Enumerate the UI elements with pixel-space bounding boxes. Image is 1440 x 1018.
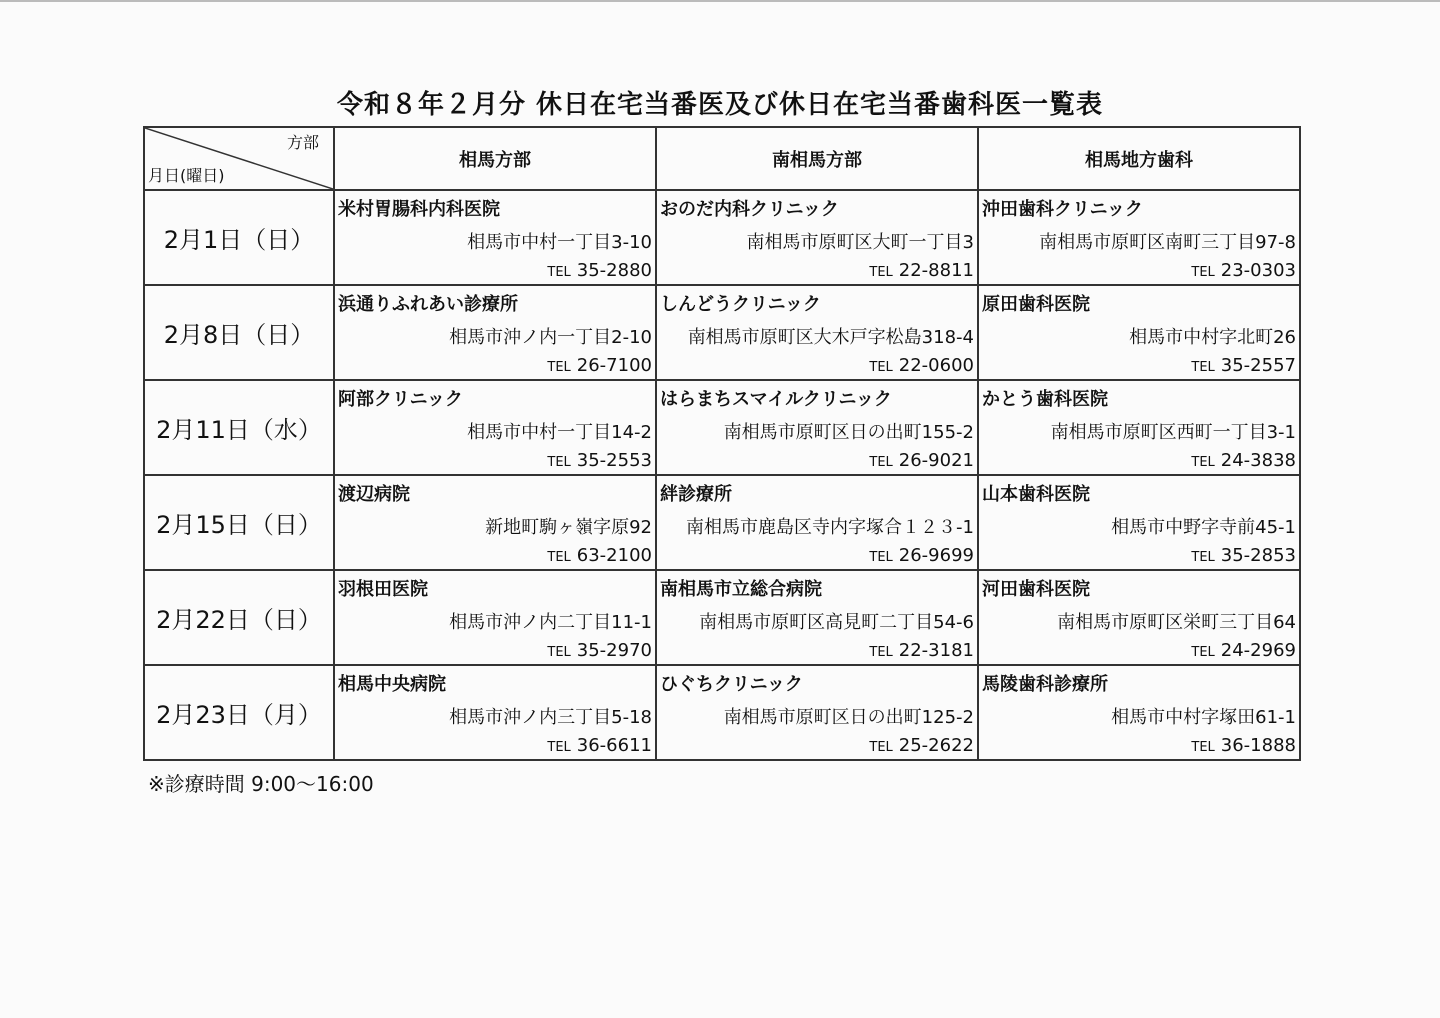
date-cell: 2月1日（日） bbox=[144, 190, 334, 285]
phone-number: 35-2557 bbox=[1220, 355, 1296, 376]
clinic-phone bbox=[1191, 545, 1296, 566]
phone-number: 23-0303 bbox=[1220, 260, 1296, 281]
tel-label: TEL bbox=[869, 455, 893, 470]
clinic-name: 山本歯科医院 bbox=[982, 484, 1090, 505]
tel-label: TEL bbox=[1191, 550, 1215, 565]
clinic-address: 南相馬市原町区大木戸字松島318-4 bbox=[687, 327, 974, 348]
clinic-phone bbox=[1191, 260, 1296, 281]
clinic-name: しんどうクリニック bbox=[660, 294, 821, 315]
clinic-cell bbox=[978, 285, 1300, 380]
clinic-address: 南相馬市原町区日の出町155-2 bbox=[723, 422, 974, 443]
tel-label: TEL bbox=[547, 265, 571, 280]
page-title: 令和８年２月分 休日在宅当番医及び休日在宅当番歯科医一覧表 bbox=[336, 90, 1104, 120]
tel-label: TEL bbox=[547, 455, 571, 470]
clinic-name: 沖田歯科クリニック bbox=[982, 199, 1143, 220]
clinic-name: はらまちスマイルクリニック bbox=[660, 389, 892, 410]
clinic-phone bbox=[869, 355, 974, 376]
phone-number: 35-2553 bbox=[576, 450, 652, 471]
clinic-name: 絆診療所 bbox=[660, 484, 732, 505]
date-cell: 2月22日（日） bbox=[144, 570, 334, 665]
clinic-cell bbox=[334, 570, 656, 665]
tel-label: TEL bbox=[1191, 740, 1215, 755]
clinic-phone bbox=[547, 355, 652, 376]
phone-number: 26-9699 bbox=[898, 545, 974, 566]
clinic-phone bbox=[547, 640, 652, 661]
clinic-name: おのだ内科クリニック bbox=[660, 199, 839, 220]
corner-label-area: 方部 bbox=[286, 133, 319, 152]
clinic-name: 阿部クリニック bbox=[338, 389, 463, 410]
date-cell: 2月15日（日） bbox=[144, 475, 334, 570]
clinic-address: 南相馬市原町区南町三丁目97-8 bbox=[1039, 232, 1296, 253]
clinic-phone bbox=[547, 260, 652, 281]
corner-header-cell bbox=[144, 127, 334, 190]
clinic-cell bbox=[978, 190, 1300, 285]
phone-number: 35-2970 bbox=[576, 640, 652, 661]
clinic-phone bbox=[869, 640, 974, 661]
date-cell: 2月11日（水） bbox=[144, 380, 334, 475]
clinic-address: 相馬市沖ノ内一丁目2-10 bbox=[449, 327, 652, 348]
clinic-cell bbox=[656, 570, 978, 665]
clinic-phone bbox=[869, 735, 974, 756]
phone-number: 22-3181 bbox=[898, 640, 974, 661]
clinic-cell bbox=[978, 380, 1300, 475]
tel-label: TEL bbox=[1191, 455, 1215, 470]
clinic-phone bbox=[1191, 640, 1296, 661]
table-row bbox=[144, 190, 1300, 285]
table-header-row bbox=[144, 127, 1300, 190]
clinic-name: 馬陵歯科診療所 bbox=[982, 674, 1108, 695]
clinic-address: 相馬市中野字寺前45-1 bbox=[1111, 517, 1296, 538]
table-row bbox=[144, 380, 1300, 475]
phone-number: 24-3838 bbox=[1220, 450, 1296, 471]
clinic-cell bbox=[334, 190, 656, 285]
clinic-name: ひぐちクリニック bbox=[660, 674, 803, 695]
phone-number: 24-2969 bbox=[1220, 640, 1296, 661]
clinic-address: 相馬市中村字北町26 bbox=[1129, 327, 1296, 348]
phone-number: 22-8811 bbox=[898, 260, 974, 281]
clinic-phone bbox=[869, 260, 974, 281]
clinic-address: 南相馬市鹿島区寺内字塚合１２３-1 bbox=[686, 517, 974, 538]
clinic-name: 原田歯科医院 bbox=[982, 294, 1090, 315]
phone-number: 26-9021 bbox=[898, 450, 974, 471]
table-row bbox=[144, 665, 1300, 760]
clinic-phone bbox=[1191, 355, 1296, 376]
clinic-name: 相馬中央病院 bbox=[338, 674, 446, 695]
clinic-cell bbox=[978, 570, 1300, 665]
clinic-cell bbox=[656, 665, 978, 760]
column-header-dental: 相馬地方歯科 bbox=[978, 127, 1300, 190]
clinic-phone bbox=[1191, 450, 1296, 471]
date-cell: 2月8日（日） bbox=[144, 285, 334, 380]
clinic-name: 浜通りふれあい診療所 bbox=[338, 294, 518, 315]
clinic-address: 南相馬市原町区高見町二丁目54-6 bbox=[699, 612, 974, 633]
clinic-address: 南相馬市原町区西町一丁目3-1 bbox=[1050, 422, 1296, 443]
phone-number: 36-1888 bbox=[1220, 735, 1296, 756]
phone-number: 22-0600 bbox=[898, 355, 974, 376]
clinic-name: 渡辺病院 bbox=[338, 484, 410, 505]
clinic-cell bbox=[334, 665, 656, 760]
clinic-name: 羽根田医院 bbox=[338, 579, 428, 600]
phone-number: 36-6611 bbox=[576, 735, 652, 756]
clinic-cell bbox=[656, 475, 978, 570]
tel-label: TEL bbox=[547, 360, 571, 375]
clinic-name: かとう歯科医院 bbox=[982, 389, 1108, 410]
table-row bbox=[144, 475, 1300, 570]
column-header-soma: 相馬方部 bbox=[334, 127, 656, 190]
clinic-address: 南相馬市原町区日の出町125-2 bbox=[723, 707, 974, 728]
tel-label: TEL bbox=[547, 740, 571, 755]
table-row bbox=[144, 285, 1300, 380]
tel-label: TEL bbox=[1191, 265, 1215, 280]
tel-label: TEL bbox=[869, 645, 893, 660]
tel-label: TEL bbox=[547, 550, 571, 565]
date-cell: 2月23日（月） bbox=[144, 665, 334, 760]
clinic-cell bbox=[978, 665, 1300, 760]
tel-label: TEL bbox=[869, 360, 893, 375]
clinic-address: 相馬市中村一丁目14-2 bbox=[467, 422, 652, 443]
column-header-minamisoma: 南相馬方部 bbox=[656, 127, 978, 190]
clinic-phone bbox=[869, 450, 974, 471]
page-top-edge bbox=[0, 0, 1440, 2]
clinic-phone bbox=[869, 545, 974, 566]
tel-label: TEL bbox=[869, 740, 893, 755]
consultation-hours-note: ※診療時間 9:00～16:00 bbox=[148, 772, 374, 796]
clinic-name: 河田歯科医院 bbox=[982, 579, 1090, 600]
clinic-name: 米村胃腸科内科医院 bbox=[338, 199, 500, 220]
clinic-phone bbox=[1191, 735, 1296, 756]
clinic-address: 相馬市沖ノ内三丁目5-18 bbox=[449, 707, 652, 728]
clinic-cell bbox=[334, 475, 656, 570]
clinic-address: 南相馬市原町区栄町三丁目64 bbox=[1057, 612, 1296, 633]
clinic-cell bbox=[656, 190, 978, 285]
table-row bbox=[144, 570, 1300, 665]
clinic-address: 相馬市沖ノ内二丁目11-1 bbox=[449, 612, 652, 633]
clinic-cell bbox=[334, 380, 656, 475]
table-body bbox=[144, 190, 1300, 760]
clinic-cell bbox=[334, 285, 656, 380]
clinic-phone bbox=[547, 450, 652, 471]
phone-number: 26-7100 bbox=[576, 355, 652, 376]
clinic-phone bbox=[547, 735, 652, 756]
clinic-name: 南相馬市立総合病院 bbox=[660, 579, 822, 600]
corner-label-date: 月日(曜日) bbox=[148, 166, 225, 185]
tel-label: TEL bbox=[547, 645, 571, 660]
clinic-address: 相馬市中村一丁目3-10 bbox=[467, 232, 652, 253]
phone-number: 35-2880 bbox=[576, 260, 652, 281]
tel-label: TEL bbox=[869, 550, 893, 565]
tel-label: TEL bbox=[869, 265, 893, 280]
clinic-cell bbox=[656, 285, 978, 380]
clinic-cell bbox=[656, 380, 978, 475]
tel-label: TEL bbox=[1191, 360, 1215, 375]
clinic-phone bbox=[547, 545, 652, 566]
clinic-address: 相馬市中村字塚田61-1 bbox=[1111, 707, 1296, 728]
clinic-cell bbox=[978, 475, 1300, 570]
clinic-address: 南相馬市原町区大町一丁目3 bbox=[746, 232, 974, 253]
phone-number: 25-2622 bbox=[898, 735, 974, 756]
tel-label: TEL bbox=[1191, 645, 1215, 660]
clinic-address: 新地町駒ヶ嶺字原92 bbox=[485, 517, 652, 538]
duty-doctor-table bbox=[143, 126, 1301, 761]
phone-number: 35-2853 bbox=[1220, 545, 1296, 566]
phone-number: 63-2100 bbox=[576, 545, 652, 566]
